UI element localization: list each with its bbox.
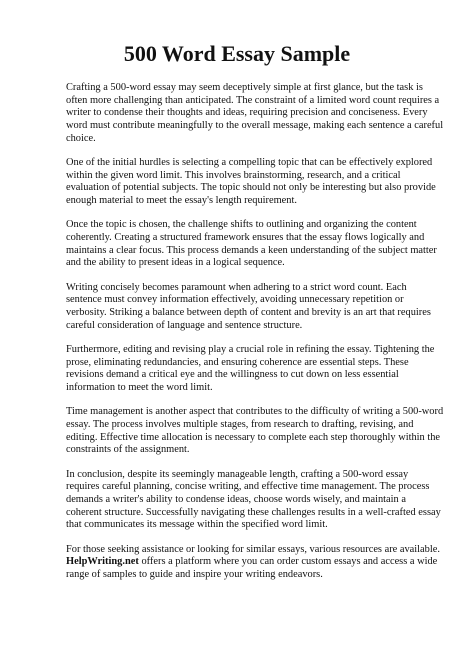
paragraph-intro: Crafting a 500-word essay may seem deceptively simple at first glance, but the task is often more challenging than anticipated. The constraint of a limited word count requires a writer to condense their thoughts and ideas, requiring precision and conciseness. Every word must contribute meaningfully to the overall message, making each sentence a careful choice. (66, 82, 444, 144)
paragraph-conclusion: In conclusion, despite its seemingly manageable length, crafting a 500-word essay requires careful planning, concise writing, and effective time management. The process demands a writer's ability to condense ideas, choose words wisely, and maintain a coherent structure. Successfully navigating these challenges results in a well-crafted essay that communicates its message within the specified word limit. (66, 468, 441, 531)
paragraph-topic-selection: One of the initial hurdles is selecting a compelling topic that can be effectively explored within the given word limit. This involves brainstorming, research, and a critical evaluation of potential subjects. The topic should not only be interesting but also provide enough material to meet the essay's length requirement. (66, 157, 436, 207)
resources-rest-text: offers a platform where you can order custom essays and access a wide range of samples to guide and inspire your writing endeavors. (66, 556, 438, 580)
brand-name: HelpWriting.net (66, 556, 139, 568)
paragraph-editing: Furthermore, editing and revising play a crucial role in refining the essay. Tightening the prose, eliminating redundancies, and ensuring coherence are essential steps. These revisions demand a critical eye and the willingness to cut down on less essential information to meet the word limit. (66, 343, 435, 394)
paragraph-outlining: Once the topic is chosen, the challenge shifts to outlining and organizing the content coherently. Creating a structured framework ensures that the essay flows logically and maintains a clear focus. This process demands a keen understanding of the subject matter and the ability to present ideas in a logical sequence. (66, 219, 437, 269)
paragraph-concise-writing: Writing concisely becomes paramount when adhering to a strict word count. Each sentence must convey information effectively, avoiding unnecessary repetition or verbosity. Striking a balance between depth of content and brevity is an art that requires careful consideration of language and sentence structure. (66, 281, 431, 331)
essay-body (66, 82, 444, 593)
page-title: 500 Word Essay Sample (123, 41, 351, 66)
paragraph-resources (66, 544, 444, 582)
paragraph-time-management: Time management is another aspect that contributes to the difficulty of writing a 500-word essay. The process involves multiple stages, from research to drafting, revising, and editing. Effective time allocation is necessary to complete each step thoroughly within the constraints of the assignment. (66, 406, 444, 456)
resources-intro-text: For those seeking assistance or looking for similar essays, various resources are available. (66, 543, 440, 555)
